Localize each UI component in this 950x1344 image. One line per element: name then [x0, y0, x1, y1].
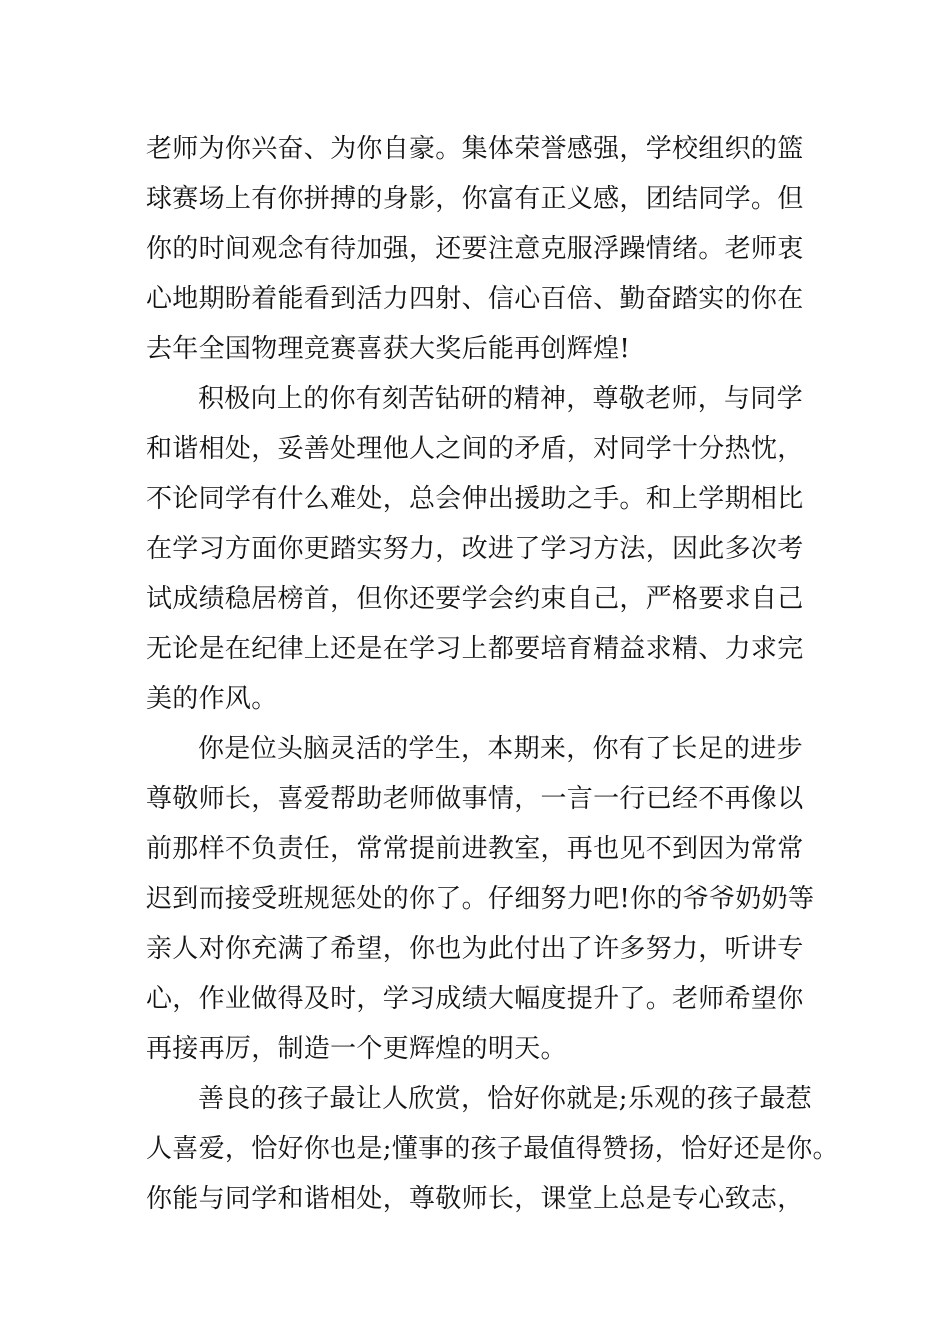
text-line: 心地期盼着能看到活力四射、信心百倍、勤奋踏实的你在	[146, 284, 804, 314]
text-line: 不论同学有什么难处，总会伸出援助之手。和上学期相比	[146, 484, 804, 514]
text-line: 尊敬师长，喜爱帮助老师做事情，一言一行已经不再像以	[146, 784, 804, 814]
text-line: 试成绩稳居榜首，但你还要学会约束自己，严格要求自己	[146, 584, 804, 614]
text-line: 再接再厉，制造一个更辉煌的明天。	[146, 1034, 567, 1064]
text-line: 你能与同学和谐相处，尊敬师长，课堂上总是专心致志，	[146, 1184, 804, 1214]
text-line: 前那样不负责任，常常提前进教室，再也见不到因为常常	[146, 834, 804, 864]
text-line: 老师为你兴奋、为你自豪。集体荣誉感强，学校组织的篮	[146, 134, 804, 164]
text-line: 你的时间观念有待加强，还要注意克服浮躁情绪。老师衷	[146, 234, 804, 264]
text-line: 无论是在纪律上还是在学习上都要培育精益求精、力求完	[146, 634, 804, 664]
text-line: 去年全国物理竞赛喜获大奖后能再创辉煌!	[146, 334, 631, 364]
paragraph-first-line: 积极向上的你有刻苦钻研的精神，尊敬老师，与同学	[198, 384, 803, 414]
text-line: 心，作业做得及时，学习成绩大幅度提升了。老师希望你	[146, 984, 804, 1014]
text-line: 和谐相处，妥善处理他人之间的矛盾，对同学十分热忱，	[146, 434, 804, 464]
text-line: 球赛场上有你拼搏的身影，你富有正义感，团结同学。但	[146, 184, 804, 214]
paragraph-first-line: 你是位头脑灵活的学生，本期来，你有了长足的进步	[198, 734, 803, 764]
text-line: 亲人对你充满了希望，你也为此付出了许多努力，听讲专	[146, 934, 804, 964]
text-line: 人喜爱，恰好你也是;懂事的孩子最值得赞扬，恰好还是你。	[146, 1134, 839, 1164]
text-line: 美的作风。	[146, 684, 278, 714]
paragraph-first-line: 善良的孩子最让人欣赏，恰好你就是;乐观的孩子最惹	[198, 1084, 812, 1114]
text-line: 在学习方面你更踏实努力，改进了学习方法，因此多次考	[146, 534, 804, 564]
text-line: 迟到而接受班规惩处的你了。仔细努力吧!你的爷爷奶奶等	[146, 884, 815, 914]
